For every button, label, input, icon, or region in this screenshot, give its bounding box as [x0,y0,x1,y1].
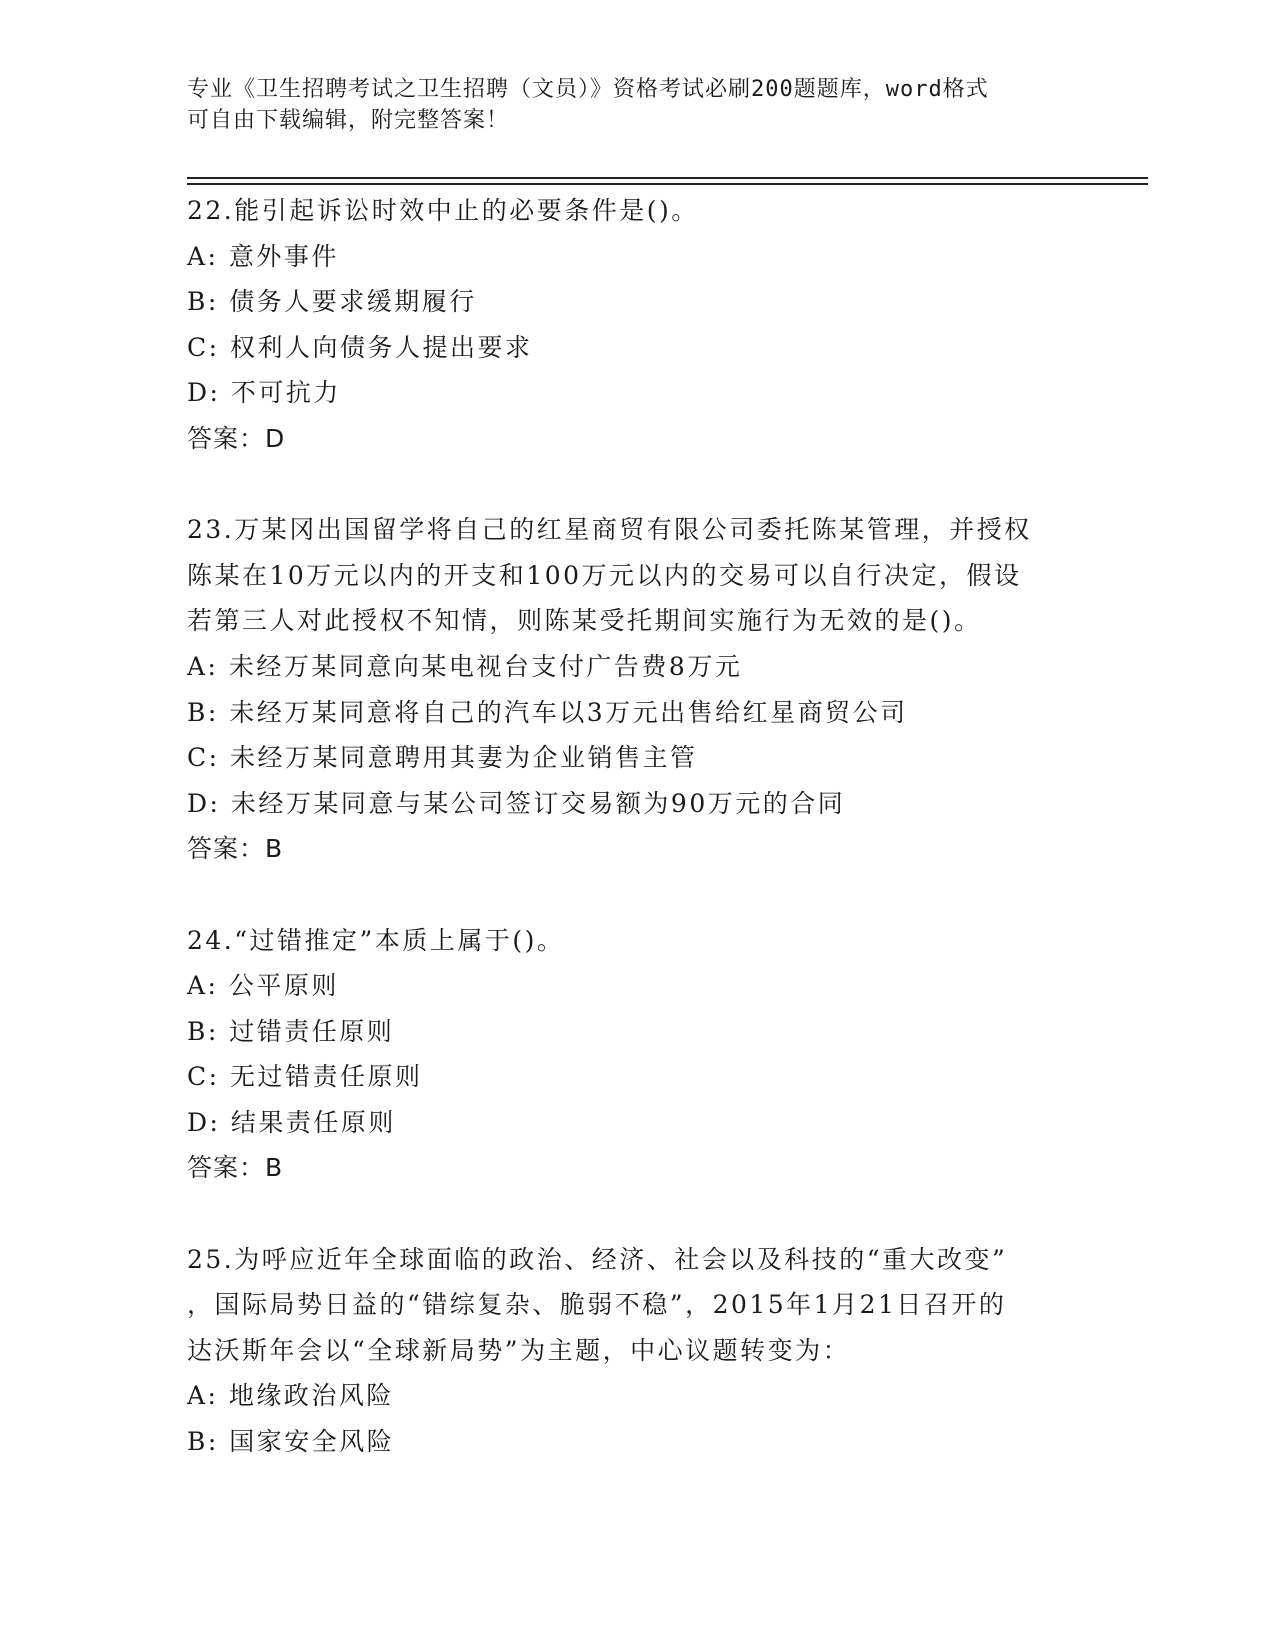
option-a: A: 地缘政治风险 [187,1381,394,1411]
spacer [187,872,1087,918]
header-line-2: 可自由下载编辑，附完整答案！ [187,108,510,133]
spacer [187,1191,1087,1237]
header-divider-top [187,177,1148,179]
question-22 [187,188,1087,462]
question-stem: 若第三人对此授权不知情，则陈某受托期间实施行为无效的是()。 [187,606,982,636]
answer: 答案：B [187,834,284,864]
document-header [187,74,1087,136]
question-25 [187,1237,1087,1465]
question-stem: 22.能引起诉讼时效中止的必要条件是()。 [187,196,699,225]
option-d: D: 结果责任原则 [187,1107,396,1137]
option-b: B: 过错责任原则 [187,1016,395,1046]
option-b: B: 债务人要求缓期履行 [187,287,477,317]
option-a: A: 未经万某同意向某电视台支付广告费8万元 [187,651,743,681]
question-stem: 24.“过错推定”本质上属于()。 [187,925,565,955]
option-c: C: 无过错责任原则 [187,1062,423,1092]
question-24 [187,918,1087,1192]
question-stem: 25.为呼应近年全球面临的政治、经济、社会以及科技的“重大改变” [187,1244,1008,1274]
option-b: B: 国家安全风险 [187,1427,395,1457]
option-c: C: 权利人向债务人提出要求 [187,332,533,362]
question-stem: 陈某在10万元以内的开支和100万元以内的交易可以自行决定，假设 [187,560,1022,590]
answer: 答案：D [187,423,286,453]
question-list [187,188,1087,1465]
question-stem: ，国际局势日益的“错综复杂、脆弱不稳”，2015年1月21日召开的 [187,1290,1007,1320]
option-a: A: 意外事件 [187,241,339,271]
question-stem: 达沃斯年会以“全球新局势”为主题，中心议题转变为： [187,1335,851,1365]
spacer [187,462,1087,508]
option-d: D: 未经万某同意与某公司签订交易额为90万元的合同 [187,788,846,818]
option-a: A: 公平原则 [187,971,339,1001]
answer: 答案：B [187,1153,284,1183]
option-d: D: 不可抗力 [187,378,341,408]
question-23 [187,507,1087,872]
option-b: B: 未经万某同意将自己的汽车以3万元出售给红星商贸公司 [187,697,908,727]
header-divider-bottom [187,183,1148,185]
question-stem: 23.万某冈出国留学将自己的红星商贸有限公司委托陈某管理，并授权 [187,515,1032,545]
header-line-1: 专业《卫生招聘考试之卫生招聘（文员）》资格考试必刷200题题库，word格式 [187,77,989,102]
option-c: C: 未经万某同意聘用其妻为企业销售主管 [187,743,698,773]
